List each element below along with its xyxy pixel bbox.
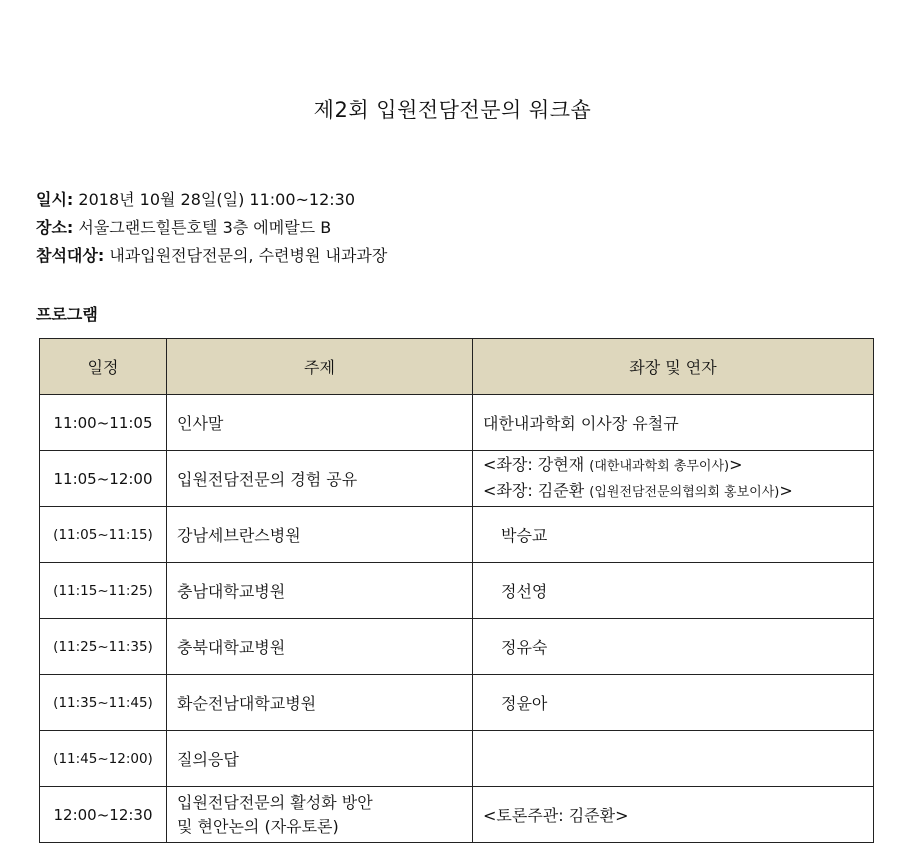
row-time: (11:35~11:45)	[40, 675, 167, 731]
info-attendees-label: 참석대상:	[36, 246, 105, 265]
info-date-label: 일시:	[36, 190, 74, 209]
info-date-value: 2018년 10월 28일(일) 11:00~12:30	[73, 190, 356, 209]
row-topic: 질의응답	[167, 731, 473, 787]
info-venue	[36, 214, 387, 242]
document-title: 제2회 입원전담전문의 워크숍	[313, 98, 592, 122]
row-topic: 충북대학교병원	[167, 619, 473, 675]
row-topic: 충남대학교병원	[167, 563, 473, 619]
row-speaker: 정선영	[501, 582, 548, 601]
chair-1-name: <좌장: 강현재	[483, 454, 590, 474]
row-speaker: 대한내과학회 이사장 유철규	[473, 395, 874, 451]
row-speaker-cell	[473, 563, 874, 619]
row-speaker	[473, 731, 874, 787]
table-row	[40, 507, 874, 563]
program-table	[39, 338, 874, 843]
chair-2-close: >	[779, 480, 793, 500]
chair-2-role: (입원전담전문의협의회 홍보이사)	[589, 484, 780, 500]
row-time: (11:45~12:00)	[40, 731, 167, 787]
row-speaker: 정윤아	[501, 694, 548, 713]
info-date	[36, 186, 387, 214]
chair-2-name: <좌장: 김준환	[483, 480, 590, 500]
row-topic: 입원전담전문의 경험 공유	[167, 451, 473, 507]
row-time: 11:00~11:05	[40, 395, 167, 451]
info-attendees	[36, 242, 387, 270]
row-speaker: 박승교	[501, 526, 548, 545]
row-speaker-cell	[473, 507, 874, 563]
row-topic: 강남세브란스병원	[167, 507, 473, 563]
table-row	[40, 787, 874, 843]
row-time: (11:25~11:35)	[40, 619, 167, 675]
row-time: (11:15~11:25)	[40, 563, 167, 619]
table-row	[40, 451, 874, 507]
row-speaker-cell	[473, 675, 874, 731]
row-speaker-cell	[473, 619, 874, 675]
row-time: 12:00~12:30	[40, 787, 167, 843]
table-header-row	[40, 339, 874, 395]
table-row	[40, 731, 874, 787]
row-topic-line-1: 입원전담전문의 활성화 방안	[177, 792, 373, 812]
row-time: (11:05~11:15)	[40, 507, 167, 563]
table-row	[40, 395, 874, 451]
chair-1-close: >	[729, 454, 743, 474]
row-topic: 화순전남대학교병원	[167, 675, 473, 731]
chair-line-1	[483, 453, 863, 479]
chair-1-role: (대한내과학회 총무이사)	[589, 458, 730, 474]
row-time: 11:05~12:00	[40, 451, 167, 507]
table-row	[40, 619, 874, 675]
info-venue-value: 서울그랜드힐튼호텔 3층 에메랄드 B	[73, 218, 332, 237]
info-venue-label: 장소:	[36, 218, 74, 237]
header-topic: 주제	[167, 339, 473, 395]
row-topic: 인사말	[167, 395, 473, 451]
info-attendees-value: 내과입원전담전문의, 수련병원 내과과장	[104, 246, 388, 265]
event-info	[36, 186, 387, 270]
chair-line-2	[483, 479, 863, 505]
row-topic-line-2: 및 현안논의 (자유토론)	[177, 816, 339, 836]
table-row	[40, 675, 874, 731]
header-chair-speaker: 좌장 및 연자	[473, 339, 874, 395]
row-topic	[167, 787, 473, 843]
program-heading: 프로그램	[36, 305, 98, 324]
row-speaker: 정유숙	[501, 638, 548, 657]
header-schedule: 일정	[40, 339, 167, 395]
table-row	[40, 563, 874, 619]
row-chairs	[473, 451, 874, 507]
row-speaker: <토론주관: 김준환>	[473, 787, 874, 843]
